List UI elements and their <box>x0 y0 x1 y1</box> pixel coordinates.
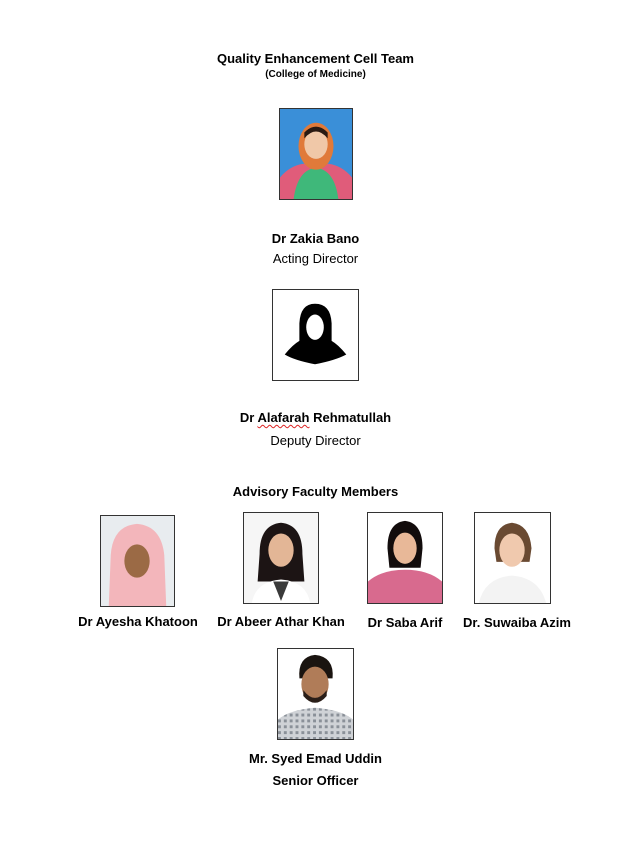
advisory-heading: Advisory Faculty Members <box>232 484 399 499</box>
page-subtitle: (College of Medicine) <box>265 69 366 80</box>
member-name-1: Dr Ayesha Khatoon <box>78 614 198 629</box>
member-photo-2 <box>243 512 319 604</box>
member-name-3: Dr Saba Arif <box>367 615 443 630</box>
member-photo-3 <box>367 512 443 604</box>
spellcheck-flagged-word: Alafarah <box>257 410 310 425</box>
director-name: Dr Zakia Bano <box>271 231 360 246</box>
deputy-role: Deputy Director <box>270 433 361 448</box>
member-photo-4 <box>474 512 551 604</box>
member-name-2: Dr Abeer Athar Khan <box>217 614 345 629</box>
officer-photo <box>277 648 354 740</box>
deputy-photo <box>272 289 359 381</box>
director-photo <box>279 108 353 200</box>
page-title: Quality Enhancement Cell Team <box>217 51 414 66</box>
member-photo-1 <box>100 515 175 607</box>
officer-name: Mr. Syed Emad Uddin <box>249 751 382 766</box>
director-role: Acting Director <box>272 251 359 266</box>
member-name-4: Dr. Suwaiba Azim <box>463 615 571 630</box>
hijab-silhouette-icon <box>273 290 358 380</box>
deputy-name: Dr Alafarah Rehmatullah <box>239 410 392 425</box>
officer-role: Senior Officer <box>272 773 359 788</box>
